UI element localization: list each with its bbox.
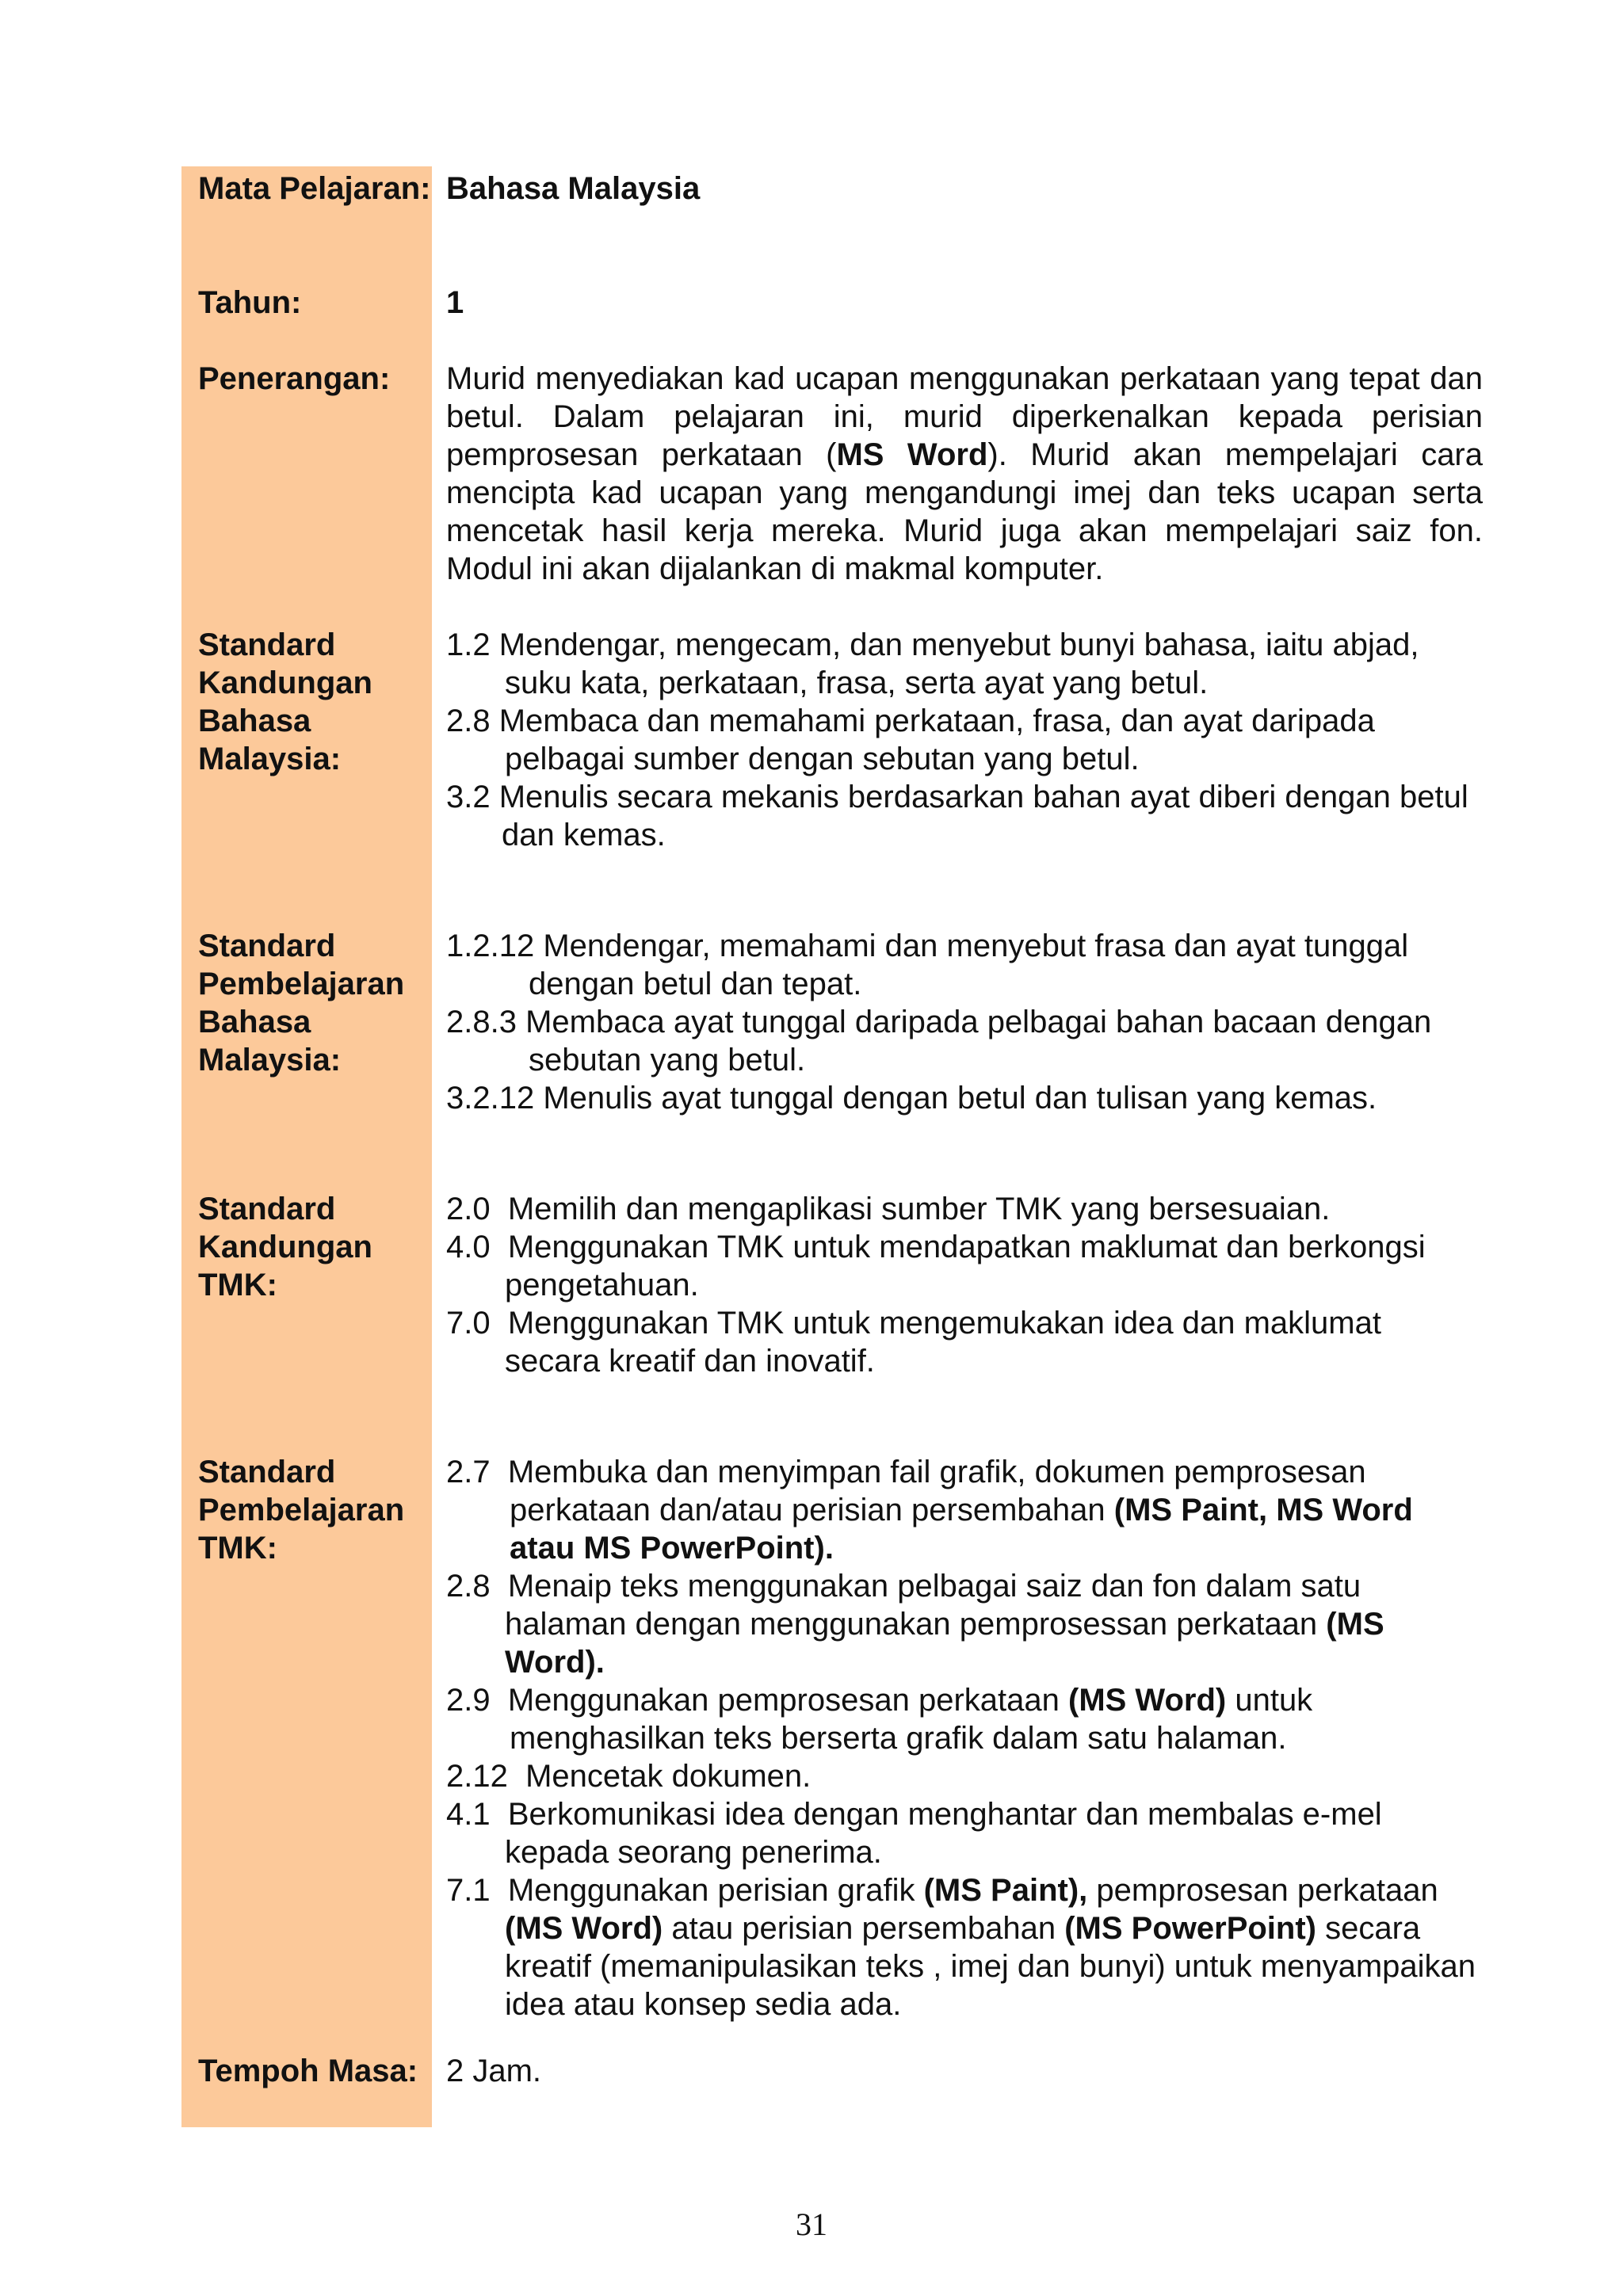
item-text: Menulis ayat tunggal dengan betul dan tulisan yang kemas. bbox=[543, 1081, 1377, 1116]
label-penerangan: Penerangan: bbox=[198, 361, 391, 396]
item-text: pemprosesan perkataan bbox=[1087, 1873, 1438, 1908]
list-item bbox=[446, 1304, 1483, 1380]
item-text: secara kreatif (memanipulasikan teks , imej dan bunyi) untuk menyampaikan idea atau konsep sedia ada. bbox=[505, 1911, 1476, 2022]
penerangan-text-2: ). Murid akan mempelajari cara mencipta kad ucapan yang mengandungi imej dan teks ucapan serta mencetak hasil kerja mereka. Murid juga akan mempelajari saiz fon. Modul ini akan dijalankan di makmal komputer. bbox=[446, 437, 1484, 586]
value-penerangan bbox=[446, 360, 1483, 588]
item-text: untuk menghasilkan teks berserta grafik dalam satu halaman. bbox=[510, 1683, 1313, 1756]
label-tahun: Tahun: bbox=[198, 285, 302, 320]
label-standard-kandungan-bm: Standard Kandungan Bahasa Malaysia: bbox=[198, 627, 372, 776]
item-text: Menggunakan pemprosesan perkataan bbox=[507, 1683, 1068, 1718]
item-bold-software: (MS Word) bbox=[505, 1911, 663, 1946]
page-number: 31 bbox=[796, 2206, 827, 2242]
item-text: Menggunakan TMK untuk mendapatkan maklumat dan berkongsi pengetahuan. bbox=[505, 1230, 1426, 1302]
list-item bbox=[446, 1079, 1483, 1117]
list-item bbox=[446, 1681, 1483, 1757]
label-tempoh-masa: Tempoh Masa: bbox=[198, 2054, 418, 2088]
item-text: Menulis secara mekanis berdasarkan bahan ayat diberi dengan betul dan kemas. bbox=[498, 780, 1468, 852]
item-text: Membuka dan menyimpan fail grafik, dokumen pemprosesan perkataan dan/atau perisian persembahan bbox=[507, 1455, 1366, 1527]
item-text: atau perisian persembahan bbox=[663, 1911, 1065, 1946]
list-item bbox=[446, 1795, 1483, 1871]
item-number: 3.2 bbox=[446, 780, 491, 814]
item-text: Berkomunikasi idea dengan menghantar dan membalas e-mel kepada seorang penerima. bbox=[505, 1797, 1382, 1870]
list-item bbox=[446, 702, 1483, 778]
item-number: 2.8 bbox=[446, 704, 491, 738]
value-mata-pelajaran: Bahasa Malaysia bbox=[446, 171, 701, 206]
label-standard-kandungan-tmk: Standard Kandungan TMK: bbox=[198, 1192, 372, 1302]
item-text: Mencetak dokumen. bbox=[525, 1759, 812, 1794]
label-standard-pembelajaran-bm: Standard Pembelajaran Bahasa Malaysia: bbox=[198, 929, 405, 1077]
list-item bbox=[446, 778, 1483, 854]
label-standard-pembelajaran-tmk: Standard Pembelajaran TMK: bbox=[198, 1455, 405, 1566]
item-text: Membaca ayat tunggal daripada pelbagai bahan bacaan dengan sebutan yang betul. bbox=[525, 1005, 1432, 1077]
item-text: Mendengar, mengecam, dan menyebut bunyi bahasa, iaitu abjad, suku kata, perkataan, frasa, serta ayat yang betul. bbox=[498, 627, 1419, 700]
penerangan-text-1: Murid menyediakan kad ucapan menggunakan perkataan yang tepat dan betul. Dalam pelajaran ini, murid diperkenalkan kepada perisian pemprosesan perkataan ( bbox=[446, 361, 1483, 472]
list-item bbox=[446, 1453, 1483, 1567]
list-item bbox=[446, 1228, 1483, 1304]
item-number: 7.1 bbox=[446, 1873, 491, 1908]
item-number: 2.12 bbox=[446, 1759, 508, 1794]
item-number: 2.7 bbox=[446, 1455, 491, 1489]
item-number: 2.9 bbox=[446, 1683, 491, 1718]
value-standard-kandungan-bm bbox=[446, 626, 1483, 854]
list-item bbox=[446, 1003, 1483, 1079]
item-text: Menaip teks menggunakan pelbagai saiz dan fon dalam satu halaman dengan menggunakan pemprosessan perkataan bbox=[505, 1569, 1361, 1642]
item-bold-software: (MS Paint), bbox=[923, 1873, 1088, 1908]
item-number: 2.8 bbox=[446, 1569, 491, 1604]
list-item bbox=[446, 927, 1483, 1003]
label-column-background bbox=[181, 166, 432, 2127]
list-item bbox=[446, 1190, 1483, 1228]
value-tempoh-masa: 2 Jam. bbox=[446, 2054, 542, 2088]
value-standard-kandungan-tmk bbox=[446, 1190, 1483, 1380]
item-text: Memilih dan mengaplikasi sumber TMK yang bersesuaian. bbox=[507, 1192, 1331, 1226]
item-number: 7.0 bbox=[446, 1306, 491, 1341]
list-item bbox=[446, 1757, 1483, 1795]
item-text: Menggunakan TMK untuk mengemukakan idea dan maklumat secara kreatif dan inovatif. bbox=[505, 1306, 1381, 1379]
penerangan-bold-ms-word: MS Word bbox=[836, 437, 988, 472]
value-tahun: 1 bbox=[446, 285, 464, 320]
item-number: 1.2 bbox=[446, 627, 491, 662]
item-bold-software: (MS Word) bbox=[1068, 1683, 1227, 1718]
item-bold-software: (MS Paint, MS Word atau MS PowerPoint). bbox=[510, 1493, 1413, 1566]
value-standard-pembelajaran-bm bbox=[446, 927, 1483, 1117]
item-number: 1.2.12 bbox=[446, 929, 535, 963]
value-standard-pembelajaran-tmk bbox=[446, 1453, 1483, 2023]
list-item bbox=[446, 1871, 1483, 2023]
item-number: 2.0 bbox=[446, 1192, 491, 1226]
item-number: 4.0 bbox=[446, 1230, 491, 1264]
item-bold-software: (MS PowerPoint) bbox=[1064, 1911, 1316, 1946]
item-number: 2.8.3 bbox=[446, 1005, 517, 1039]
item-text: Menggunakan perisian grafik bbox=[507, 1873, 924, 1908]
item-text: Mendengar, memahami dan menyebut frasa dan ayat tunggal dengan betul dan tepat. bbox=[529, 929, 1409, 1001]
list-item bbox=[446, 1567, 1483, 1681]
label-mata-pelajaran: Mata Pelajaran: bbox=[198, 171, 431, 206]
item-text: Membaca dan memahami perkataan, frasa, dan ayat daripada pelbagai sumber dengan sebutan yang betul. bbox=[498, 704, 1375, 776]
item-number: 4.1 bbox=[446, 1797, 491, 1832]
list-item bbox=[446, 626, 1483, 702]
item-number: 3.2.12 bbox=[446, 1081, 535, 1116]
item-bold-software: (MS Word). bbox=[505, 1607, 1384, 1680]
